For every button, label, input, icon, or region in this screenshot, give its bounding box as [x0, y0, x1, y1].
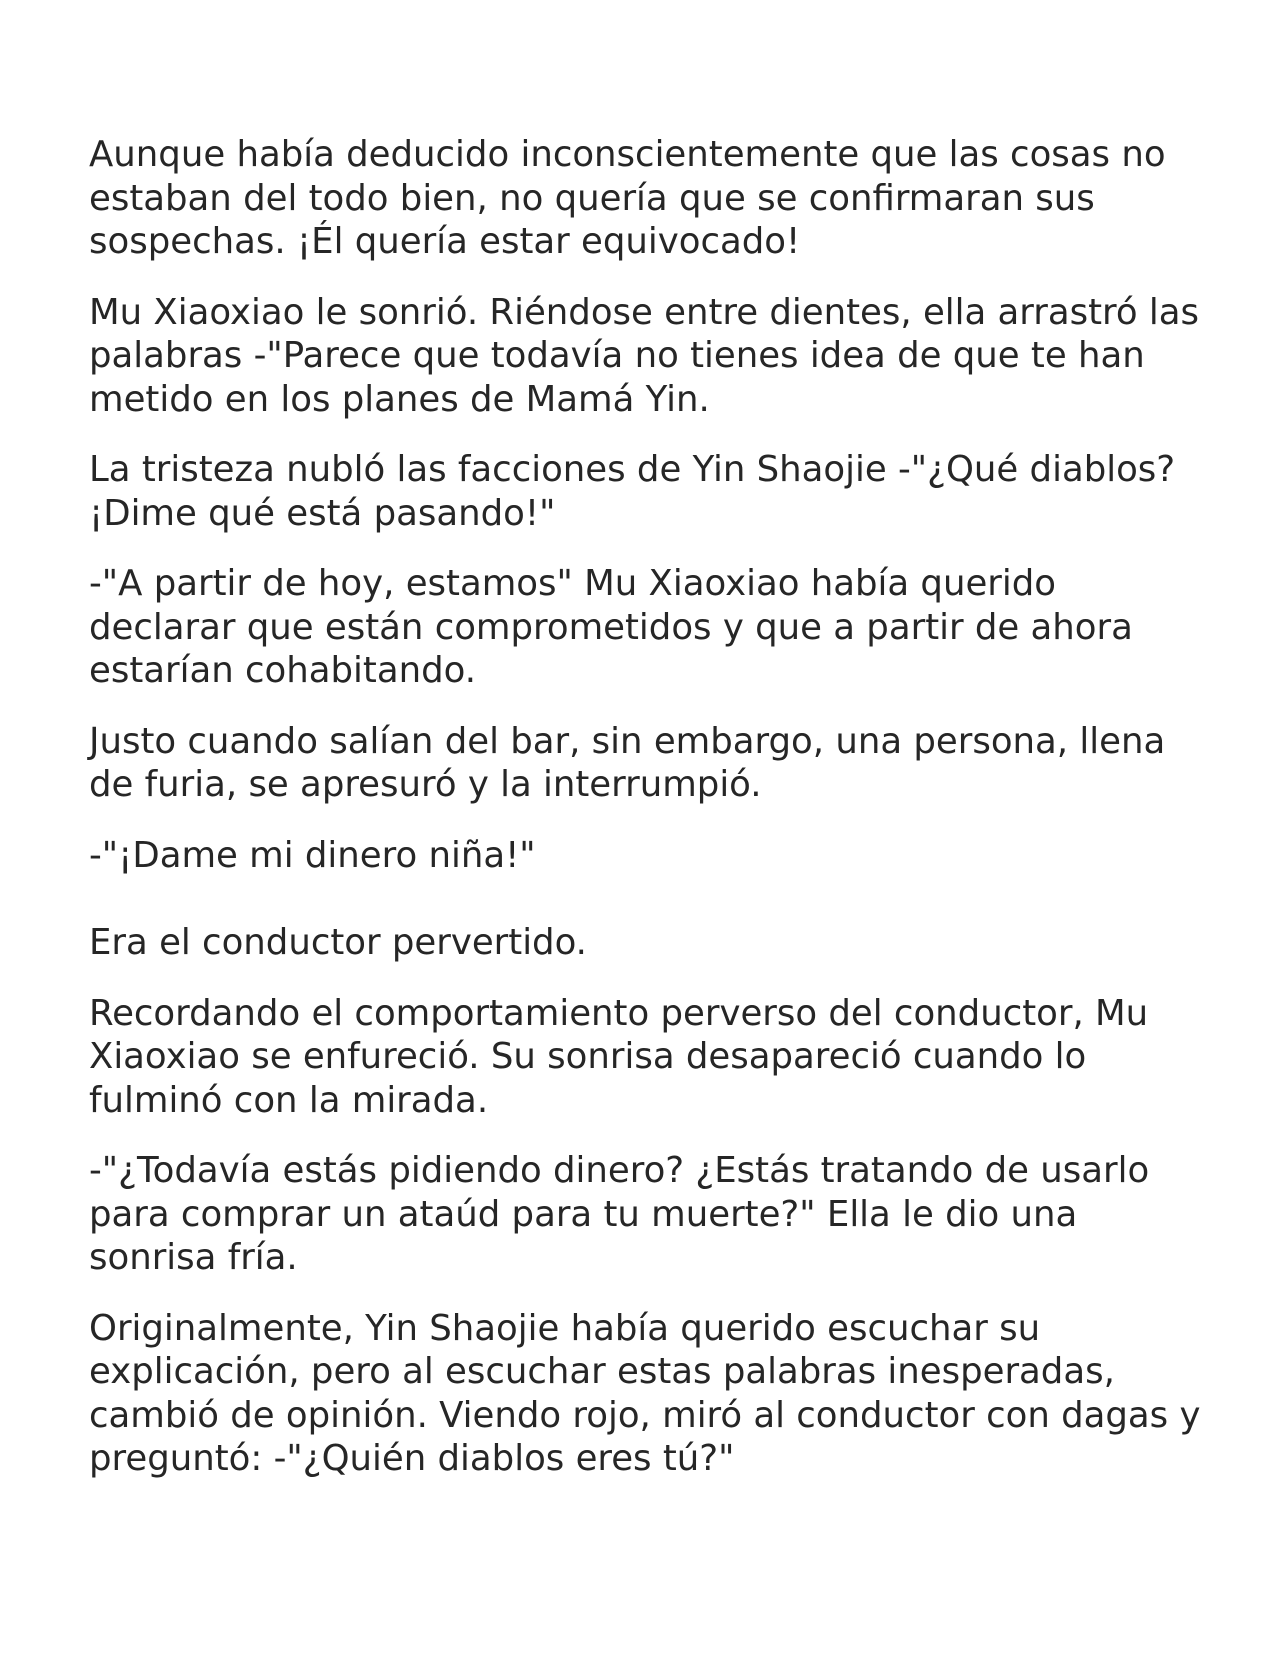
paragraph: -"A partir de hoy, estamos" Mu Xiaoxiao había querido declarar que están comprometidos y que a partir de ahora estarían cohabitando. — [89, 563, 1133, 691]
paragraph: Aunque había deducido inconscientemente que las cosas no estaban del todo bien, no quería que se confirmaran sus sospechas. ¡Él quería estar equivocado! — [89, 134, 1166, 262]
document-body — [89, 133, 1209, 1508]
paragraph: Justo cuando salían del bar, sin embargo, una persona, llena de furia, se apresuró y la interrumpió. — [89, 720, 1166, 805]
paragraph: -"¿Todavía estás pidiendo dinero? ¿Estás tratando de usarlo para comprar un ataúd para tu muerte?" Ella le dio una sonrisa fría. — [89, 1150, 1150, 1278]
paragraph: La tristeza nubló las facciones de Yin Shaojie -"¿Qué diablos? ¡Dime qué está pasando!" — [89, 449, 1176, 534]
paragraph: -"¡Dame mi dinero niña!" — [89, 834, 536, 876]
paragraph: Era el conductor pervertido. — [89, 922, 587, 963]
paragraph: Mu Xiaoxiao le sonrió. Riéndose entre dientes, ella arrastró las palabras -"Parece que todavía no tienes idea de que te han metido en los planes de Mamá Yin. — [89, 291, 1199, 420]
paragraph: Originalmente, Yin Shaojie había querido escuchar su explicación, pero al escuchar estas palabras inesperadas, cambió de opinión. Viendo rojo, miró al conductor con dagas y preguntó: -"¿Quién diablos eres tú?" — [89, 1307, 1201, 1479]
paragraph: Recordando el comportamiento perverso del conductor, Mu Xiaoxiao se enfureció. Su sonrisa desapareció cuando lo fulminó con la mirada. — [89, 992, 1149, 1121]
